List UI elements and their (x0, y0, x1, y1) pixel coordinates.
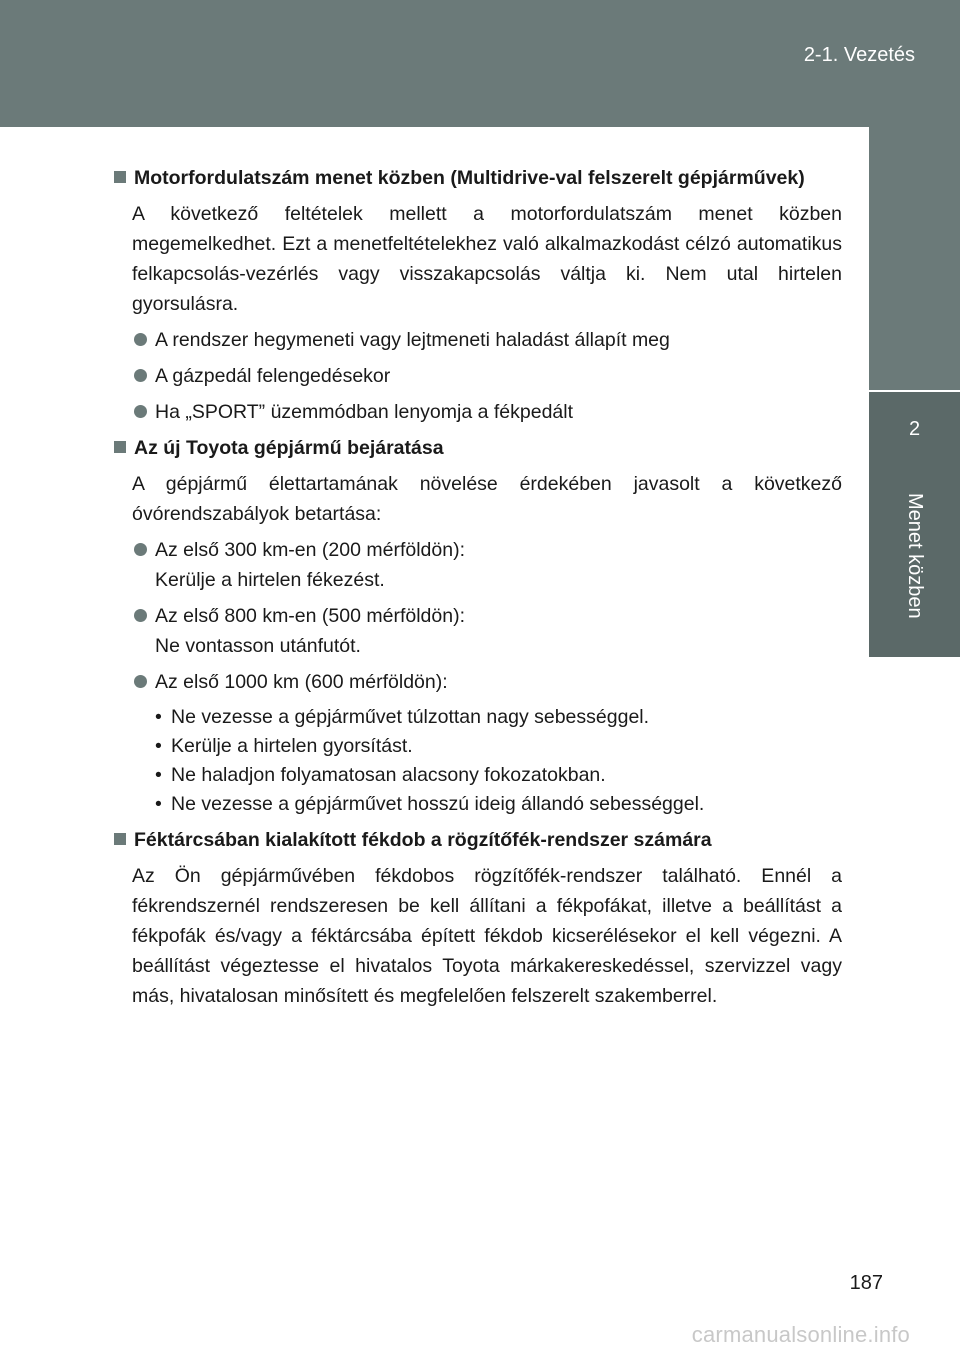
list-item (112, 325, 842, 355)
chapter-number: 2 (908, 418, 921, 440)
list-item-text: Ne vontasson utánfutót. (155, 635, 361, 657)
sub-list-item-text: Ne vezesse a gépjárművet hosszú ideig állandó sebességgel. (171, 793, 705, 815)
paragraph: Az Ön gépjárművében fékdobos rögzítőfék-rendszer található. Ennél a fékrendszernél rendszeresen be kell állítani a fékpofákat, illetve a beállítást a fékpofák és/vagy a féktárcsába épített fékdob kicserélésekor el kell végezni. A beállítást végeztesse el hivatalos Toyota márkakereskedéssel, szervizzel vagy más, hivatalosan minősített és megfelelően felszerelt szakemberrel. (132, 865, 842, 1007)
sub-list (112, 703, 842, 819)
circle-bullet-icon (134, 333, 147, 346)
section-heading (112, 163, 842, 193)
chapter-title: Menet közben (904, 493, 926, 619)
paragraph: A következő feltételek mellett a motorfordulatszám menet közben megemelkedhet. Ezt a menetfeltételekhez való alkalmazkodást célzó automatikus felkapcsolás-vezérlés vagy visszakapcsolás váltja ki. Nem utal hirtelen gyorsulásra. (132, 203, 842, 315)
list-item (112, 667, 842, 697)
circle-bullet-icon (134, 369, 147, 382)
paragraph: A gépjármű élettartamának növelése érdekében javasolt a következő óvórendszabályok betartása: (132, 473, 842, 525)
heading-text: Motorfordulatszám menet közben (Multidrive-val felszerelt gépjárművek) (134, 167, 805, 189)
side-tab-upper (869, 127, 960, 390)
page-content (112, 163, 842, 1017)
square-bullet-icon (114, 833, 126, 845)
heading-text: Féktárcsában kialakított fékdob a rögzítőfék-rendszer számára (134, 829, 712, 851)
sub-list-item (155, 732, 842, 761)
square-bullet-icon (114, 441, 126, 453)
circle-bullet-icon (134, 675, 147, 688)
page-number: 187 (849, 1272, 883, 1294)
dot-bullet-icon: • (155, 764, 162, 786)
section-heading (112, 825, 842, 855)
sub-list-item-text: Kerülje a hirtelen gyorsítást. (171, 735, 413, 757)
dot-bullet-icon: • (155, 735, 162, 757)
list-item (112, 601, 842, 661)
circle-bullet-icon (134, 543, 147, 556)
list-item-text: A rendszer hegymeneti vagy lejtmeneti haladást állapít meg (155, 329, 670, 351)
sub-list-item-text: Ne haladjon folyamatosan alacsony fokozatokban. (171, 764, 606, 786)
list-item (112, 361, 842, 391)
list-item (112, 397, 842, 427)
watermark: carmanualsonline.info (691, 1322, 910, 1347)
list-item-text: A gázpedál felengedésekor (155, 365, 391, 387)
sub-list-item (155, 790, 842, 819)
sub-list-item-text: Ne vezesse a gépjárművet túlzottan nagy sebességgel. (171, 706, 650, 728)
heading-text: Az új Toyota gépjármű bejáratása (134, 437, 444, 459)
circle-bullet-icon (134, 405, 147, 418)
section-title: 2-1. Vezetés (803, 44, 915, 66)
list-item-text: Kerülje a hirtelen fékezést. (155, 569, 385, 591)
sub-list-item (155, 703, 842, 732)
list-item (112, 535, 842, 595)
list-item-text: Az első 300 km-en (200 mérföldön): (155, 539, 465, 561)
sub-list-item (155, 761, 842, 790)
dot-bullet-icon: • (155, 793, 162, 815)
section-heading (112, 433, 842, 463)
square-bullet-icon (114, 171, 126, 183)
list-item-text: Ha „SPORT” üzemmódban lenyomja a fékpedált (155, 401, 574, 423)
dot-bullet-icon: • (155, 706, 162, 728)
list-item-text: Az első 800 km-en (500 mérföldön): (155, 605, 465, 627)
list-item-text: Az első 1000 km (600 mérföldön): (155, 671, 448, 693)
circle-bullet-icon (134, 609, 147, 622)
